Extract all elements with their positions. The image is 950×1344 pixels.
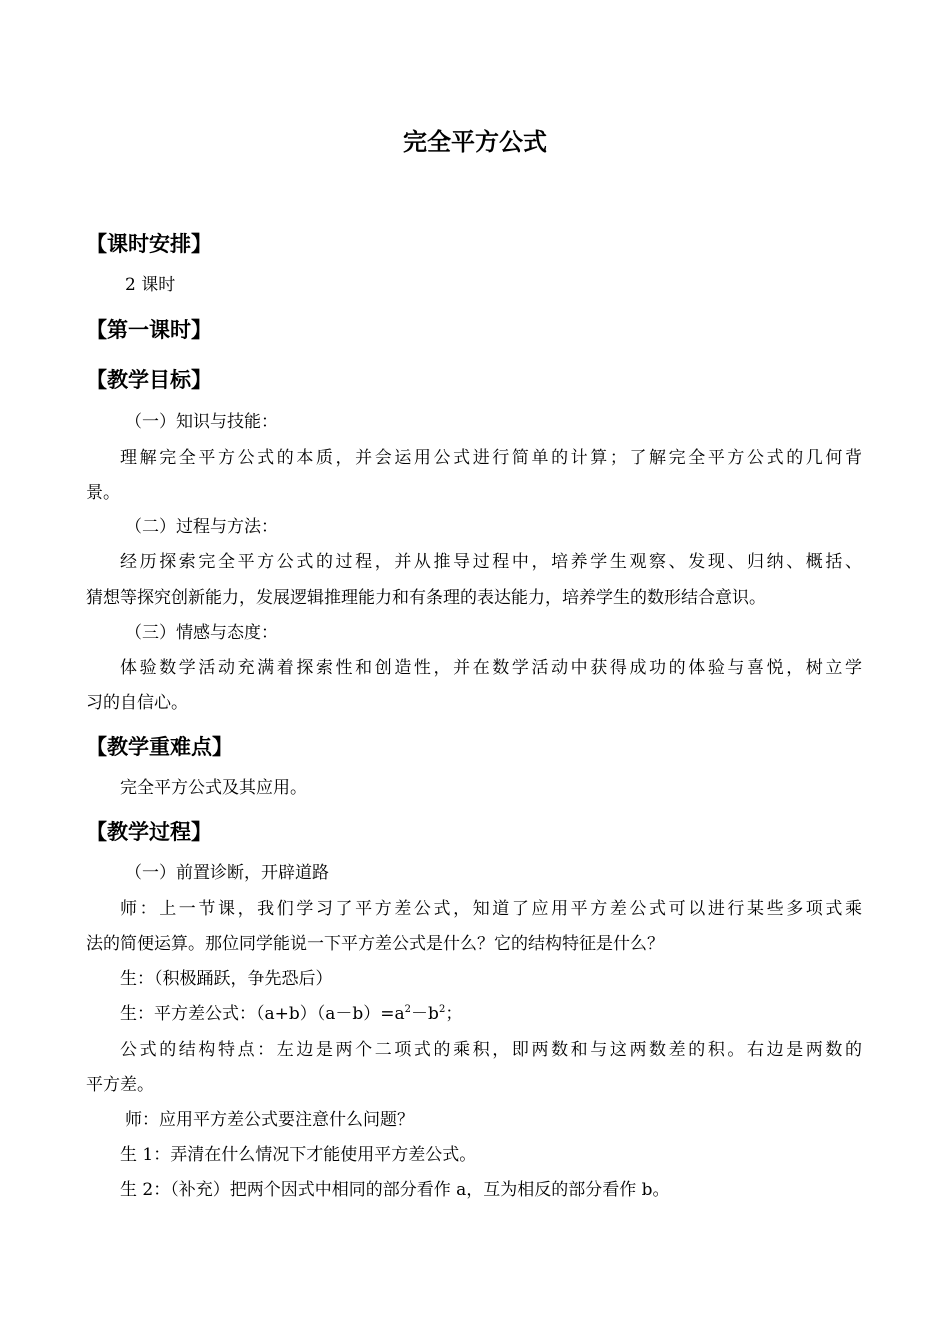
goals-attitude-line-1: 体验数学活动充满着探索性和创造性，并在数学活动中获得成功的体验与喜悦，树立学 (120, 658, 862, 678)
process-student1: 生：（积极踊跃，争先恐后） (120, 969, 333, 989)
formula-exponent-b: 2 (438, 1004, 446, 1015)
key-points-text: 完全平方公式及其应用。 (120, 778, 307, 798)
formula-exponent-a: 2 (404, 1004, 412, 1015)
goals-attitude-line-2: 习的自信心。 (86, 693, 188, 713)
goals-knowledge-line-1: 理解完全平方公式的本质，并会运用公式进行简单的计算；了解完全平方公式的几何背 (120, 448, 862, 468)
goals-process-line-1: 经历探索完全平方公式的过程，并从推导过程中，培养学生观察、发现、归纳、概括、 (120, 552, 862, 572)
formula-prefix: 生：平方差公式：（a+b）（a－b）=a (120, 1004, 405, 1024)
goals-process-label: （二）过程与方法： (125, 517, 278, 537)
process-teacher2: 师：应用平方差公式要注意什么问题？ (125, 1110, 414, 1130)
heading-first-lesson: 【第一课时】 (86, 318, 212, 342)
goals-knowledge-label: （一）知识与技能： (125, 412, 278, 432)
process-step1-label: （一）前置诊断，开辟道路 (125, 863, 329, 883)
goals-process-line-2: 猜想等探究创新能力，发展逻辑推理能力和有条理的表达能力，培养学生的数形结合意识。 (86, 588, 766, 608)
formula-suffix: ； (445, 1004, 463, 1024)
schedule-text: 2 课时 (125, 275, 176, 295)
process-structure-line-1: 公式的结构特点：左边是两个二项式的乘积，即两数和与这两数差的积。右边是两数的 (120, 1040, 862, 1060)
process-teacher1-line-1: 师：上一节课，我们学习了平方差公式，知道了应用平方差公式可以进行某些多项式乘 (120, 899, 862, 919)
formula-mid: －b (411, 1004, 439, 1024)
heading-key-points: 【教学重难点】 (86, 735, 233, 759)
process-student3: 生 1：弄清在什么情况下才能使用平方差公式。 (120, 1145, 477, 1165)
process-student2-formula (120, 1002, 462, 1026)
goals-attitude-label: （三）情感与态度： (125, 623, 278, 643)
goals-knowledge-line-2: 景。 (86, 483, 120, 503)
process-structure-line-2: 平方差。 (86, 1075, 154, 1095)
process-teacher1-line-2: 法的简便运算。那位同学能说一下平方差公式是什么？它的结构特征是什么？ (86, 934, 664, 954)
heading-goals: 【教学目标】 (86, 368, 212, 392)
document-title: 完全平方公式 (403, 128, 547, 156)
heading-process: 【教学过程】 (86, 820, 212, 844)
heading-schedule: 【课时安排】 (86, 232, 212, 256)
process-student4: 生 2：（补充）把两个因式中相同的部分看作 a，互为相反的部分看作 b。 (120, 1180, 670, 1200)
